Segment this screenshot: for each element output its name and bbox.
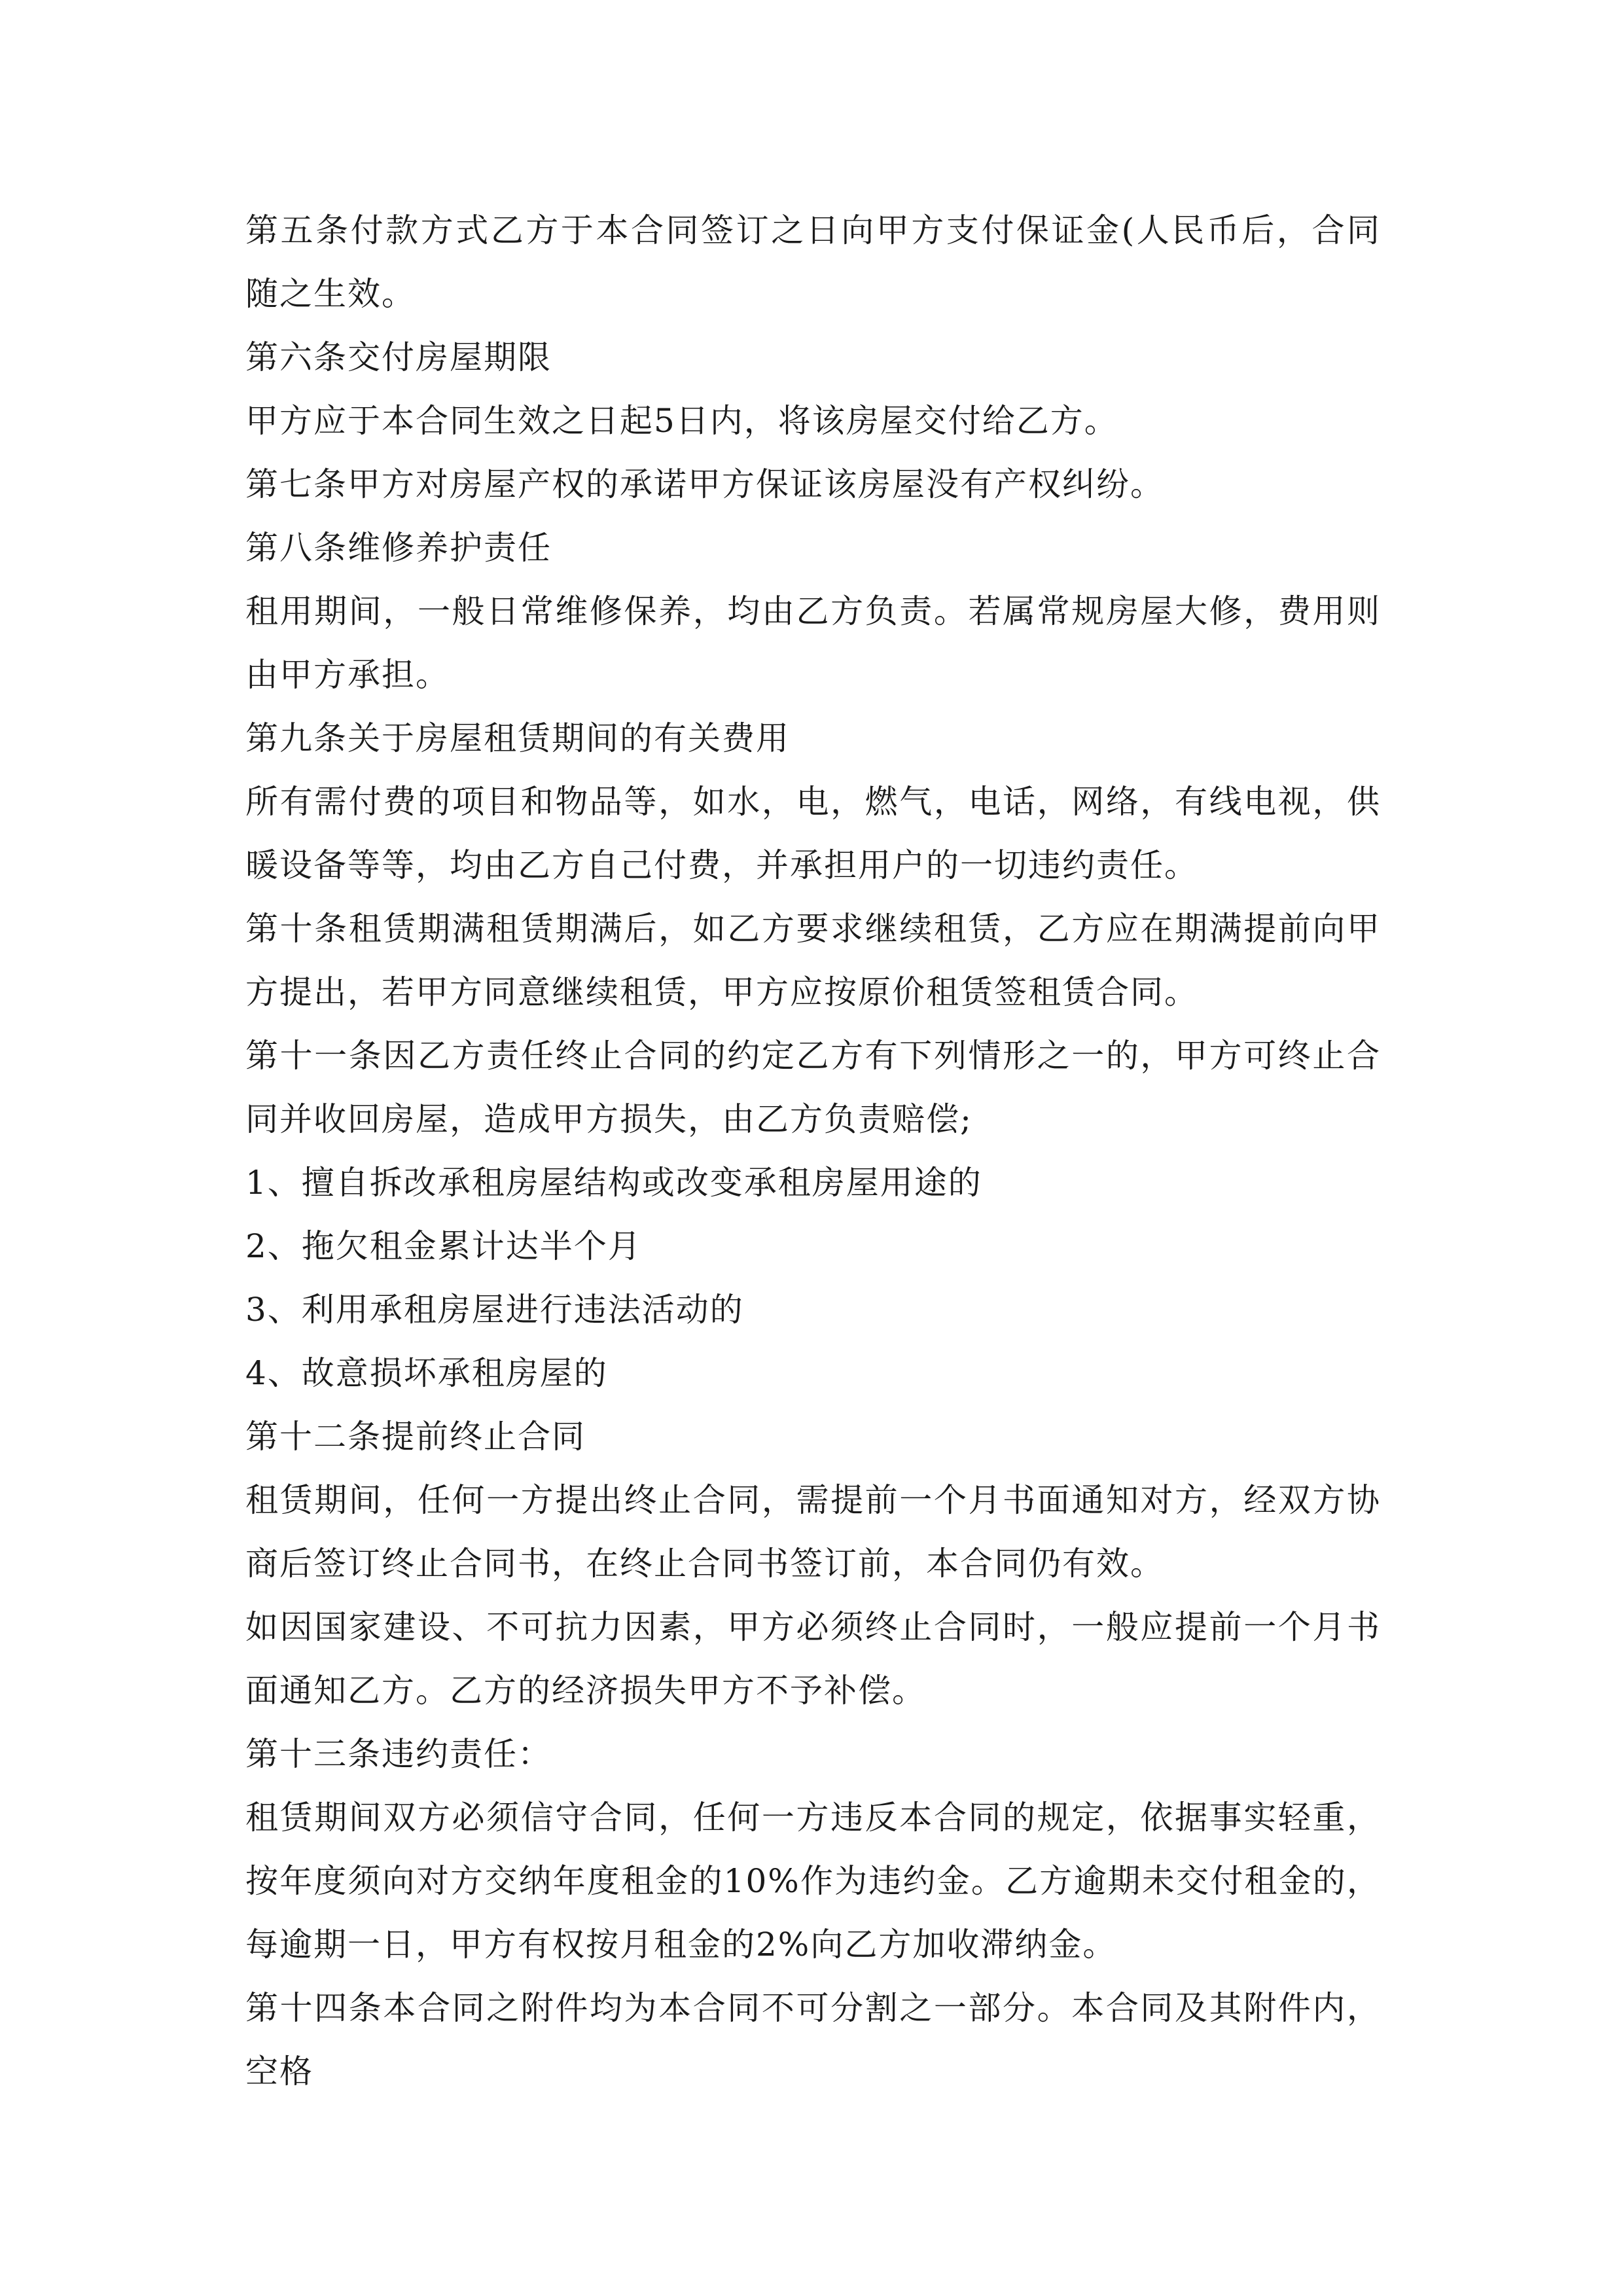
clause-11-termination: 第十一条因乙方责任终止合同的约定乙方有下列情形之一的，甲方可终止合同并收回房屋，造成甲方损失，由乙方负责赔偿; bbox=[245, 1037, 1381, 1138]
clause-8-heading: 第八条维修养护责任 bbox=[245, 529, 552, 567]
clause-11-item-3: 3、利用承租房屋进行违法活动的 bbox=[245, 1291, 744, 1329]
clause-14-annex: 第十四条本合同之附件均为本合同不可分割之一部分。本合同及其附件内，空格 bbox=[245, 1989, 1381, 2090]
clause-5-payment-method: 第五条付款方式乙方于本合同签订之日向甲方支付保证金(人民币后，合同随之生效。 bbox=[245, 211, 1381, 313]
clause-13-text: 租赁期间双方必须信守合同，任何一方违反本合同的规定，依据事实轻重，按年度须向对方交纳年度租金的10%作为违约金。乙方逾期未交付租金的，每逾期一日，甲方有权按月租金的2%向乙方加收滞纳金。 bbox=[245, 1799, 1381, 1964]
clause-8-text: 租用期间，一般日常维修保养，均由乙方负责。若属常规房屋大修，费用则由甲方承担。 bbox=[245, 592, 1381, 694]
clause-12-force-majeure: 如因国家建设、不可抗力因素，甲方必须终止合同时，一般应提前一个月书面通知乙方。乙方的经济损失甲方不予补偿。 bbox=[245, 1608, 1381, 1710]
clause-11-item-2: 2、拖欠租金累计达半个月 bbox=[245, 1227, 642, 1265]
clause-12-text: 租赁期间，任何一方提出终止合同，需提前一个月书面通知对方，经双方协商后签订终止合同书，在终止合同书签订前，本合同仍有效。 bbox=[245, 1481, 1381, 1583]
clause-11-item-4: 4、故意损坏承租房屋的 bbox=[245, 1354, 608, 1392]
clause-13-heading: 第十三条违约责任： bbox=[245, 1735, 552, 1773]
contract-body bbox=[245, 199, 1381, 2104]
clause-11-item-1: 1、擅自拆改承租房屋结构或改变承租房屋用途的 bbox=[245, 1164, 982, 1202]
clause-6-heading: 第六条交付房屋期限 bbox=[245, 338, 552, 376]
clause-7-property-rights: 第七条甲方对房屋产权的承诺甲方保证该房屋没有产权纠纷。 bbox=[245, 465, 1164, 503]
clause-6-text: 甲方应于本合同生效之日起5日内，将该房屋交付给乙方。 bbox=[245, 402, 1118, 440]
clause-9-heading: 第九条关于房屋租赁期间的有关费用 bbox=[245, 719, 790, 757]
clause-10-lease-expiry: 第十条租赁期满租赁期满后，如乙方要求继续租赁，乙方应在期满提前向甲方提出，若甲方同意继续租赁，甲方应按原价租赁签租赁合同。 bbox=[245, 910, 1381, 1011]
clause-12-heading: 第十二条提前终止合同 bbox=[245, 1418, 586, 1456]
clause-9-text: 所有需付费的项目和物品等，如水，电，燃气，电话，网络，有线电视，供暖设备等等，均由乙方自己付费，并承担用户的一切违约责任。 bbox=[245, 783, 1381, 884]
